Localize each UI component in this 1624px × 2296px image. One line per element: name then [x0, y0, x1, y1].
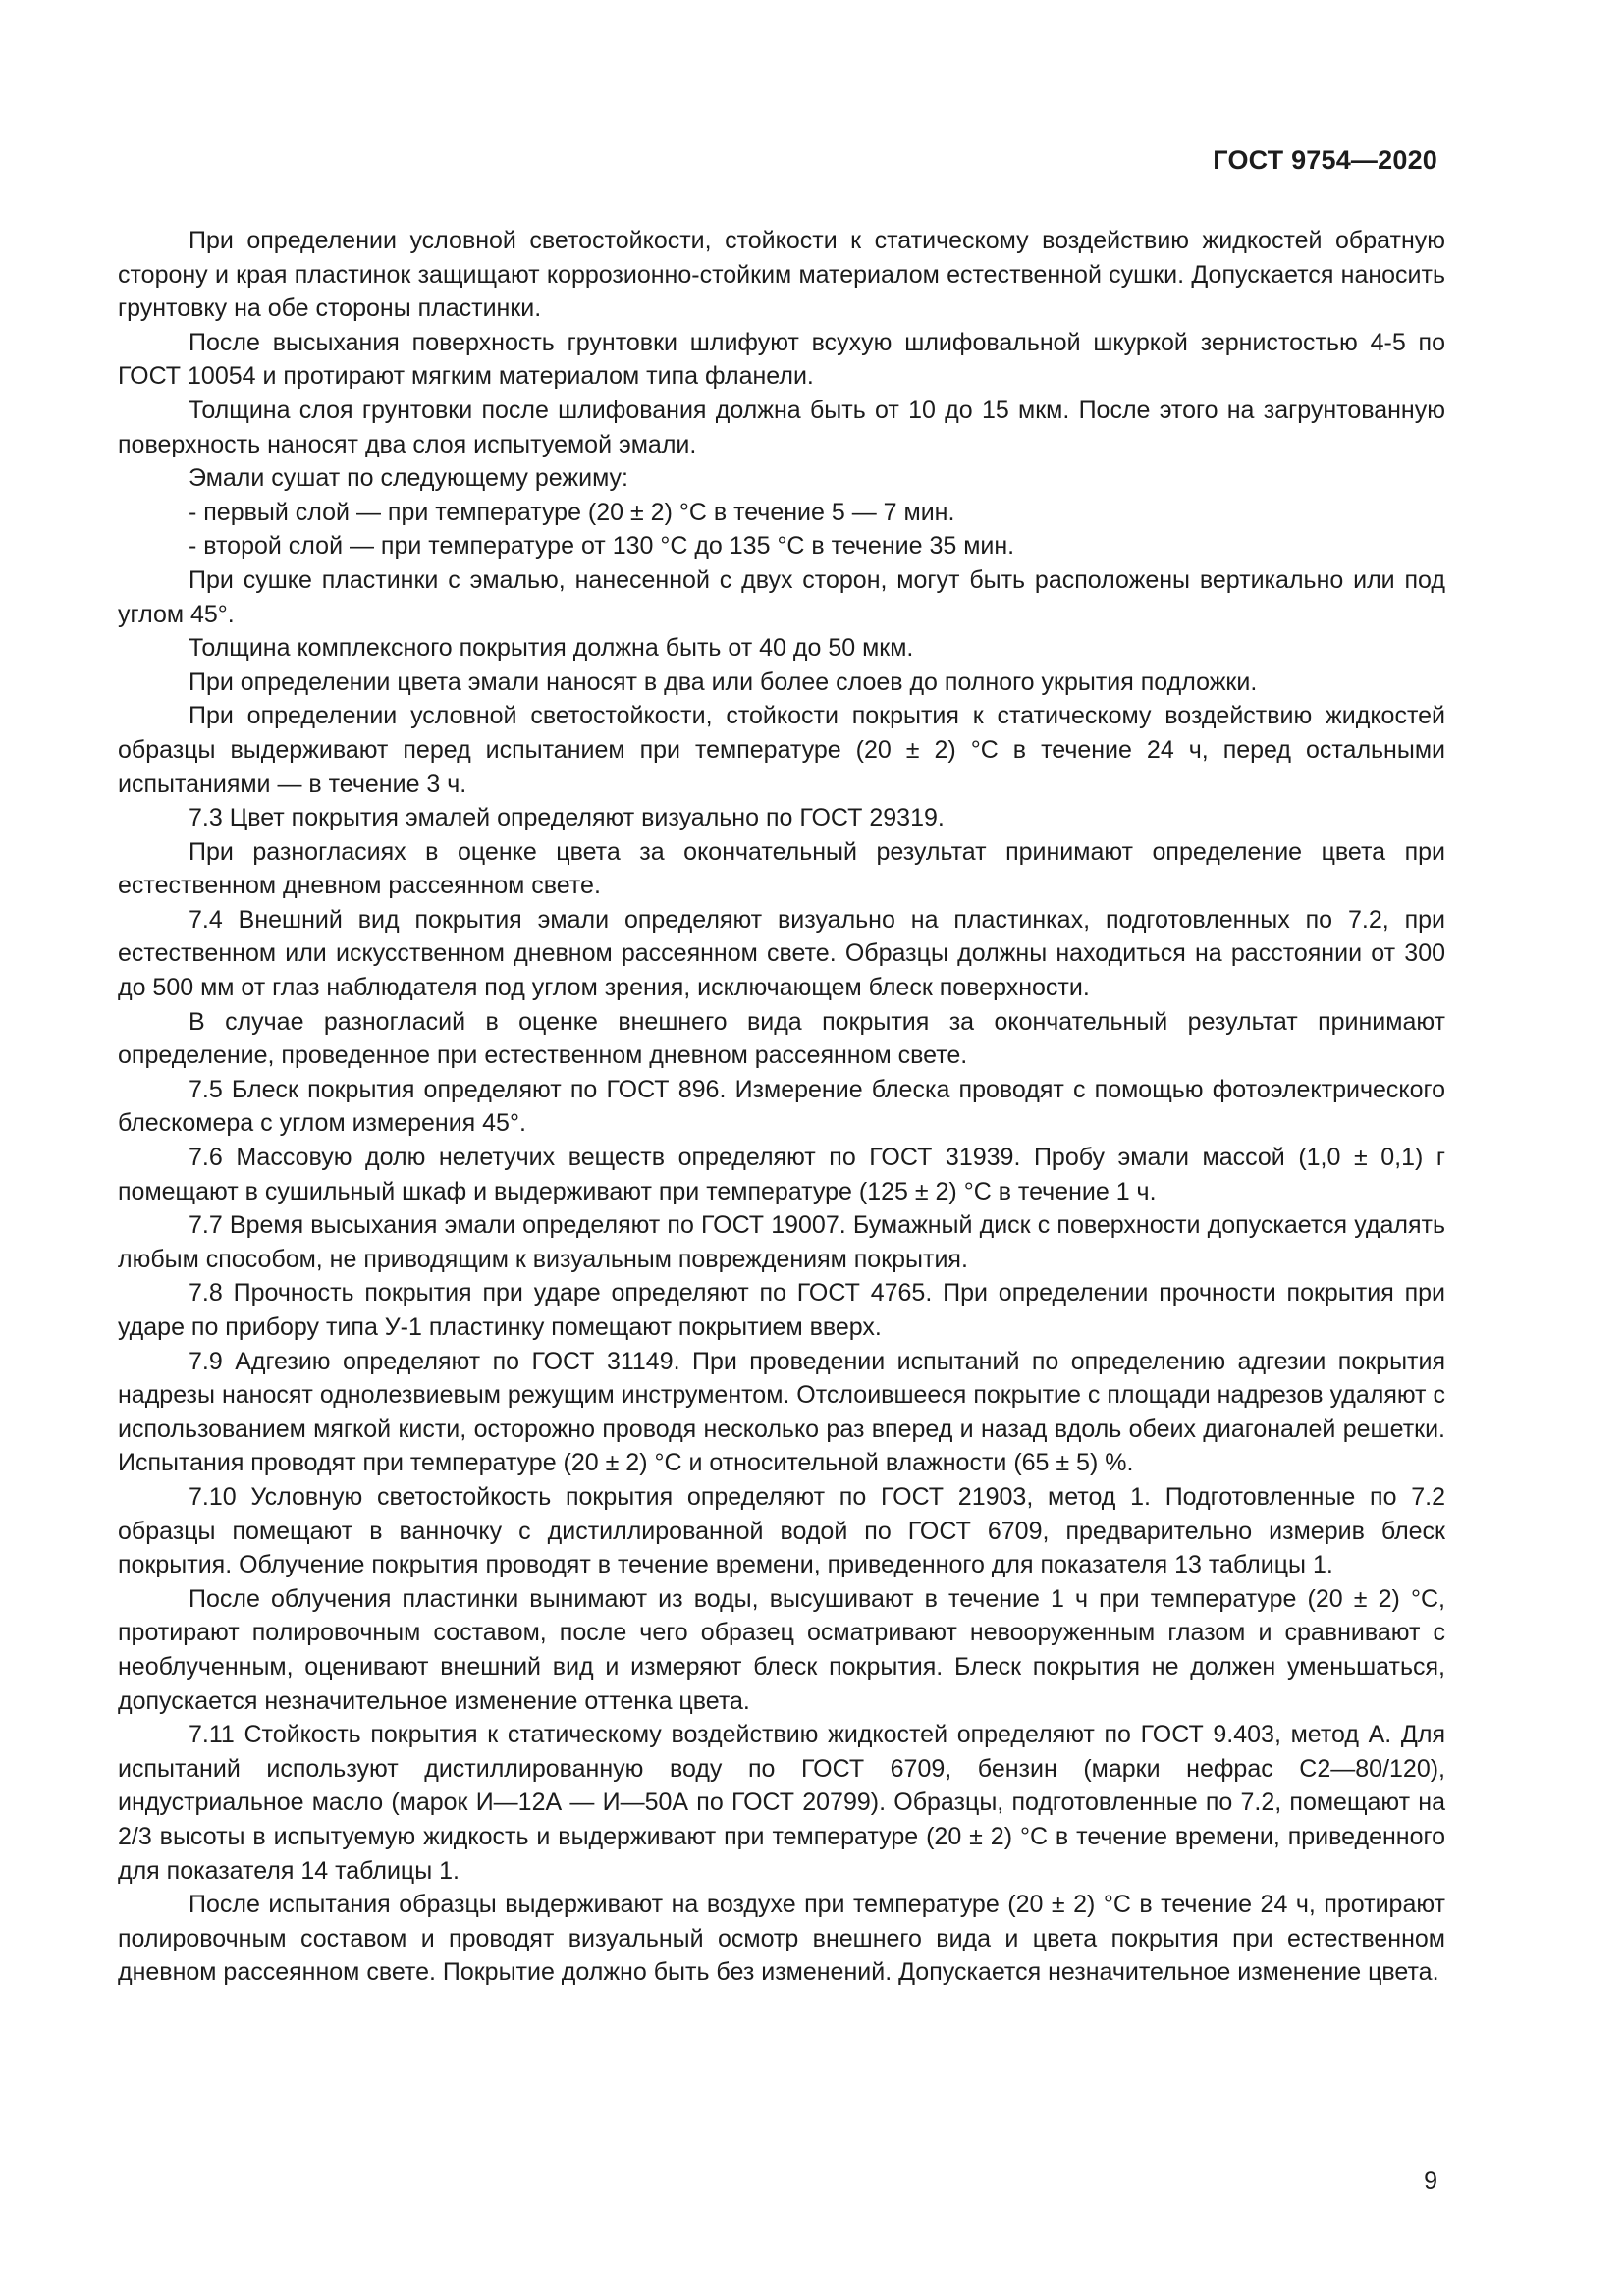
section-7-6: 7.6 Массовую долю нелетучих веществ определяют по ГОСТ 31939. Пробу эмали массой (1,0 ± 0,1) г помещают в сушильный шкаф и выдерживают при температуре (125 ± 2) °С в течение 1 ч. [118, 1144, 1445, 1205]
section-7-9: 7.9 Адгезию определяют по ГОСТ 31149. При проведении испытаний по определению адгезии покрытия надрезы наносят однолезвиевым режущим инструментом. Отслоившееся покрытие с площади надрезов удаляют с использованием мягкой кисти, осторожно проводя несколько раз вперед и назад вдоль обеих диагоналей решетки. Испытания проводят при температуре (20 ± 2) °С и относительной влажности (65 ± 5) %. [118, 1347, 1445, 1477]
paragraph: При определении условной светостойкости, стойкости покрытия к статическому воздействию жидкостей образцы выдерживают перед испытанием при температуре (20 ± 2) °С в течение 24 ч, перед остальными испытаниями — в течение 3 ч. [118, 702, 1445, 798]
list-item: - второй слой — при температуре от 130 °С до 135 °С в течение 35 мин. [189, 532, 1015, 561]
section-7-4: 7.4 Внешний вид покрытия эмали определяют визуально на пластинках, подготовленных по 7.2, при естественном или искусственном дневном рассеянном свете. Образцы должны находиться на расстоянии от 300 до 500 мм от глаз наблюдателя под углом зрения, исключающем блеск поверхности. [118, 905, 1445, 1002]
paragraph: После испытания образцы выдерживают на воздухе при температуре (20 ± 2) °С в течение 24 ч, протирают полировочным составом и проводят визуальный осмотр внешнего вида и цвета покрытия при естественном дневном рассеянном свете. Покрытие должно быть без изменений. Допускается незначительное изменение цвета. [118, 1891, 1445, 1987]
document-body [118, 224, 1445, 1990]
section-7-11: 7.11 Стойкость покрытия к статическому воздействию жидкостей определяют по ГОСТ 9.403, метод А. Для испытаний используют дистиллированную воду по ГОСТ 6709, бензин (марки нефрас С2—80/120), индустриальное масло (марок И—12А — И—50А по ГОСТ 20799). Образцы, подготовленные по 7.2, помещают на 2/3 высоты в испытуемую жидкость и выдерживают при температуре (20 ± 2) °С в течение времени, приведенного для показателя 14 таблицы 1. [118, 1721, 1445, 1885]
section-7-5: 7.5 Блеск покрытия определяют по ГОСТ 896. Измерение блеска проводят с помощью фотоэлектрического блескомера с углом измерения 45°. [118, 1075, 1445, 1138]
paragraph: После высыхания поверхность грунтовки шлифуют всухую шлифовальной шкуркой зернистостью 4-5 по ГОСТ 10054 и протирают мягким материалом типа фланели. [118, 328, 1445, 391]
paragraph: В случае разногласий в оценке внешнего вида покрытия за окончательный результат принимают определение, проведенное при естественном дневном рассеянном свете. [118, 1007, 1445, 1070]
paragraph: Эмали сушат по следующему режиму: [189, 464, 628, 493]
paragraph: При определении условной светостойкости, стойкости к статическому воздействию жидкостей обратную сторону и края пластинок защищают коррозионно-стойким материалом естественной сушки. Допускается наносить грунтовку на обе стороны пластинки. [118, 227, 1445, 323]
paragraph: Толщина комплексного покрытия должна быть от 40 до 50 мкм. [189, 634, 914, 663]
section-7-3: 7.3 Цвет покрытия эмалей определяют визуально по ГОСТ 29319. [189, 804, 945, 832]
paragraph: При разногласиях в оценке цвета за окончательный результат принимают определение цвета при естественном дневном рассеянном свете. [118, 837, 1445, 900]
paragraph: Толщина слоя грунтовки после шлифования должна быть от 10 до 15 мкм. После этого на загрунтованную поверхность наносят два слоя испытуемой эмали. [118, 396, 1445, 458]
section-7-8: 7.8 Прочность покрытия при ударе определяют по ГОСТ 4765. При определении прочности покрытия при ударе по прибору типа У-1 пластинку помещают покрытием вверх. [118, 1279, 1445, 1341]
list-item: - первый слой — при температуре (20 ± 2) °С в течение 5 — 7 мин. [189, 498, 955, 526]
section-7-10: 7.10 Условную светостойкость покрытия определяют по ГОСТ 21903, метод 1. Подготовленные по 7.2 образцы помещают в ванночку с дистиллированной водой по ГОСТ 6709, предварительно измерив блеск покрытия. Облучение покрытия проводят в течение времени, приведенного для показателя 13 таблицы 1. [118, 1482, 1445, 1579]
document-code: ГОСТ 9754—2020 [1213, 145, 1437, 175]
section-7-7: 7.7 Время высыхания эмали определяют по ГОСТ 19007. Бумажный диск с поверхности допускается удалять любым способом, не приводящим к визуальным повреждениям покрытия. [118, 1211, 1445, 1273]
paragraph: После облучения пластинки вынимают из воды, высушивают в течение 1 ч при температуре (20 ± 2) °С, протирают полировочным составом, после чего образец осматривают невооруженным глазом и сравнивают с необлученным, оценивают внешний вид и измеряют блеск покрытия. Блеск покрытия не должен уменьшаться, допускается незначительное изменение оттенка цвета. [118, 1584, 1445, 1715]
paragraph: При сушке пластинки с эмалью, нанесенной с двух сторон, могут быть расположены вертикально или под углом 45°. [118, 565, 1445, 628]
paragraph: При определении цвета эмали наносят в два или более слоев до полного укрытия подложки. [189, 667, 1258, 696]
page-number: 9 [1424, 2167, 1437, 2195]
